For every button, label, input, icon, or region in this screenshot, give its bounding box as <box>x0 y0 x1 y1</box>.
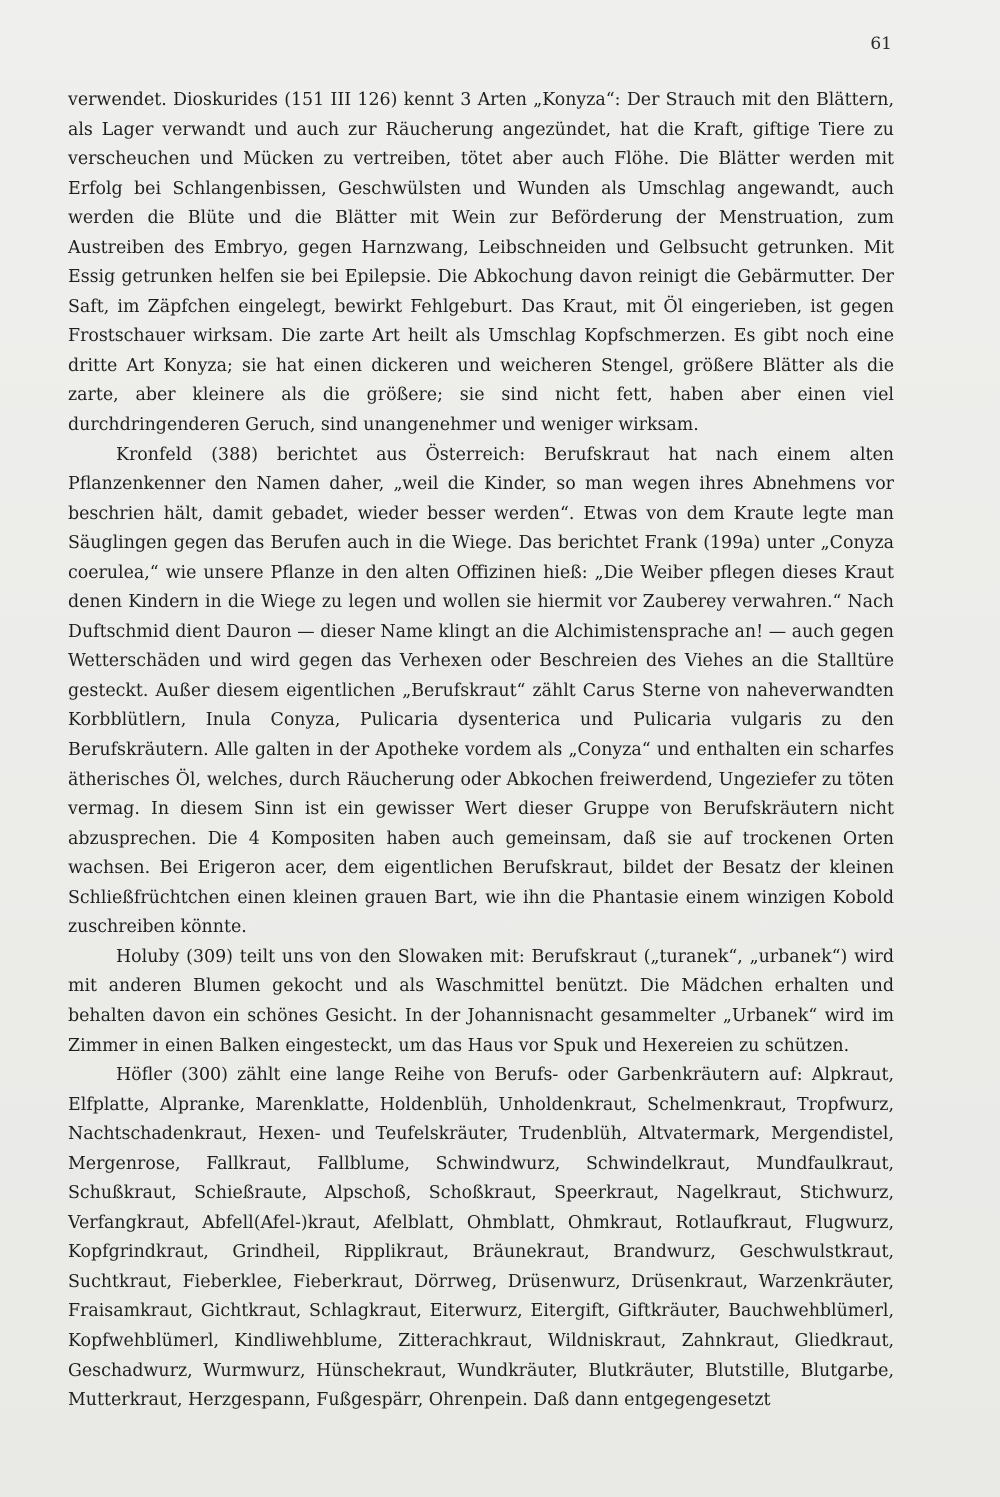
body-text <box>68 86 894 1416</box>
paragraph-holuby: Holuby (309) teilt uns von den Slowaken mit: Berufskraut („turanek“, „urbanek“) wird mit anderen Blumen gekocht und als Waschmittel benützt. Die Mädchen erhalten und behalten davon ein schönes Gesicht. In der Johannisnacht gesammelter „Urbanek“ wird im Zimmer in einen Balken eingesteckt, um das Haus vor Spuk und Hexereien zu schützen. <box>68 946 894 1056</box>
paragraph-dioskurides: verwendet. Dioskurides (151 III 126) kennt 3 Arten „Konyza“: Der Strauch mit den Blättern, als Lager verwandt und auch zur Räucherung angezündet, hat die Kraft, giftige Tiere zu verscheuchen und Mücken zu vertreiben, tötet aber auch Flöhe. Die Blätter werden mit Erfolg bei Schlangenbissen, Geschwülsten und Wunden als Umschlag angewandt, auch werden die Blüte und die Blätter mit Wein zur Beförderung der Menstruation, zum Austreiben des Embryo, gegen Harnzwang, Leibschneiden und Gelbsucht getrunken. Mit Essig getrunken helfen sie bei Epilepsie. Die Abkochung davon reinigt die Gebärmutter. Der Saft, im Zäpfchen eingelegt, bewirkt Fehlgeburt. Das Kraut, mit Öl eingerieben, ist gegen Frostschauer wirksam. Die zarte Art heilt als Umschlag Kopfschmerzen. Es gibt noch eine dritte Art Konyza; sie hat einen dickeren und weicheren Stengel, größere Blätter als die zarte, aber kleinere als die größere; sie sind nicht fett, haben aber einen viel durchdringenderen Geruch, sind unangenehmer und weniger wirksam. <box>68 90 894 436</box>
paragraph-kronfeld: Kronfeld (388) berichtet aus Österreich: Berufskraut hat nach einem alten Pflanzenkenner den Namen daher, „weil die Kinder, so man wegen ihres Abnehmens vor beschrien hält, damit gebadet, wieder besser werden“. Etwas von dem Kraute legte man Säuglingen gegen das Berufen auch in die Wiege. Das berichtet Frank (199a) unter „Conyza coerulea,“ wie unsere Pflanze in den alten Offizinen hieß: „Die Weiber pflegen dieses Kraut denen Kindern in die Wiege zu legen und wollen sie hiermit vor Zauberey verwahren.“ Nach Duftschmid dient Dauron — dieser Name klingt an die Alchimistensprache an! — auch gegen Wetterschäden und wird gegen das Verhexen oder Beschreien des Viehes an die Stalltüre gesteckt. Außer diesem eigentlichen „Berufskraut“ zählt Carus Sterne von naheverwandten Korbblütlern, Inula Conyza, Pulicaria dysenterica und Pulicaria vulgaris zu den Berufskräutern. Alle galten in der Apotheke vordem als „Conyza“ und enthalten ein scharfes ätherisches Öl, welches, durch Räucherung oder Abkochen freiwerdend, Ungeziefer zu töten vermag. In diesem Sinn ist ein gewisser Wert dieser Gruppe von Berufskräutern nicht abzusprechen. Die 4 Kompositen haben auch gemeinsam, daß sie auf trockenen Orten wachsen. Bei Erigeron acer, dem eigentlichen Berufskraut, bildet der Besatz der kleinen Schließfrüchtchen einen kleinen grauen Bart, wie ihn die Phantasie einem winzigen Kobold zuschreiben könnte. <box>68 444 894 938</box>
paragraph-hoefler: Höfler (300) zählt eine lange Reihe von Berufs- oder Garbenkräutern auf: Alpkraut, Elfplatte, Alpranke, Marenklatte, Holdenblüh, Unholdenkraut, Schelmenkraut, Tropfwurz, Nachtschadenkraut, Hexen- und Teufelskräuter, Trudenblüh, Altvatermark, Mergendistel, Mergenrose, Fallkraut, Fallblume, Schwindwurz, Schwindelkraut, Mundfaulkraut, Schußkraut, Schießraute, Alpschoß, Schoßkraut, Speerkraut, Nagelkraut, Stichwurz, Verfangkraut, Abfell(Afel-)kraut, Afelblatt, Ohmblatt, Ohmkraut, Rotlaufkraut, Flugwurz, Kopfgrindkraut, Grindheil, Ripplikraut, Bräunekraut, Brandwurz, Geschwulstkraut, Suchtkraut, Fieberklee, Fieberkraut, Dörrweg, Drüsenwurz, Drüsenkraut, Warzenkräuter, Fraisamkraut, Gichtkraut, Schlagkraut, Eiterwurz, Eitergift, Giftkräuter, Bauchwehblümerl, Kopfwehblümerl, Kindliwehblume, Zitterachkraut, Wildniskraut, Zahnkraut, Gliedkraut, Geschadwurz, Wurmwurz, Hünschekraut, Wundkräuter, Blutkräuter, Blutstille, Blutgarbe, Mutterkraut, Herzgespann, Fußgespärr, Ohrenpein. Daß dann entgegengesetzt <box>68 1065 894 1411</box>
page-number: 61 <box>870 34 892 54</box>
